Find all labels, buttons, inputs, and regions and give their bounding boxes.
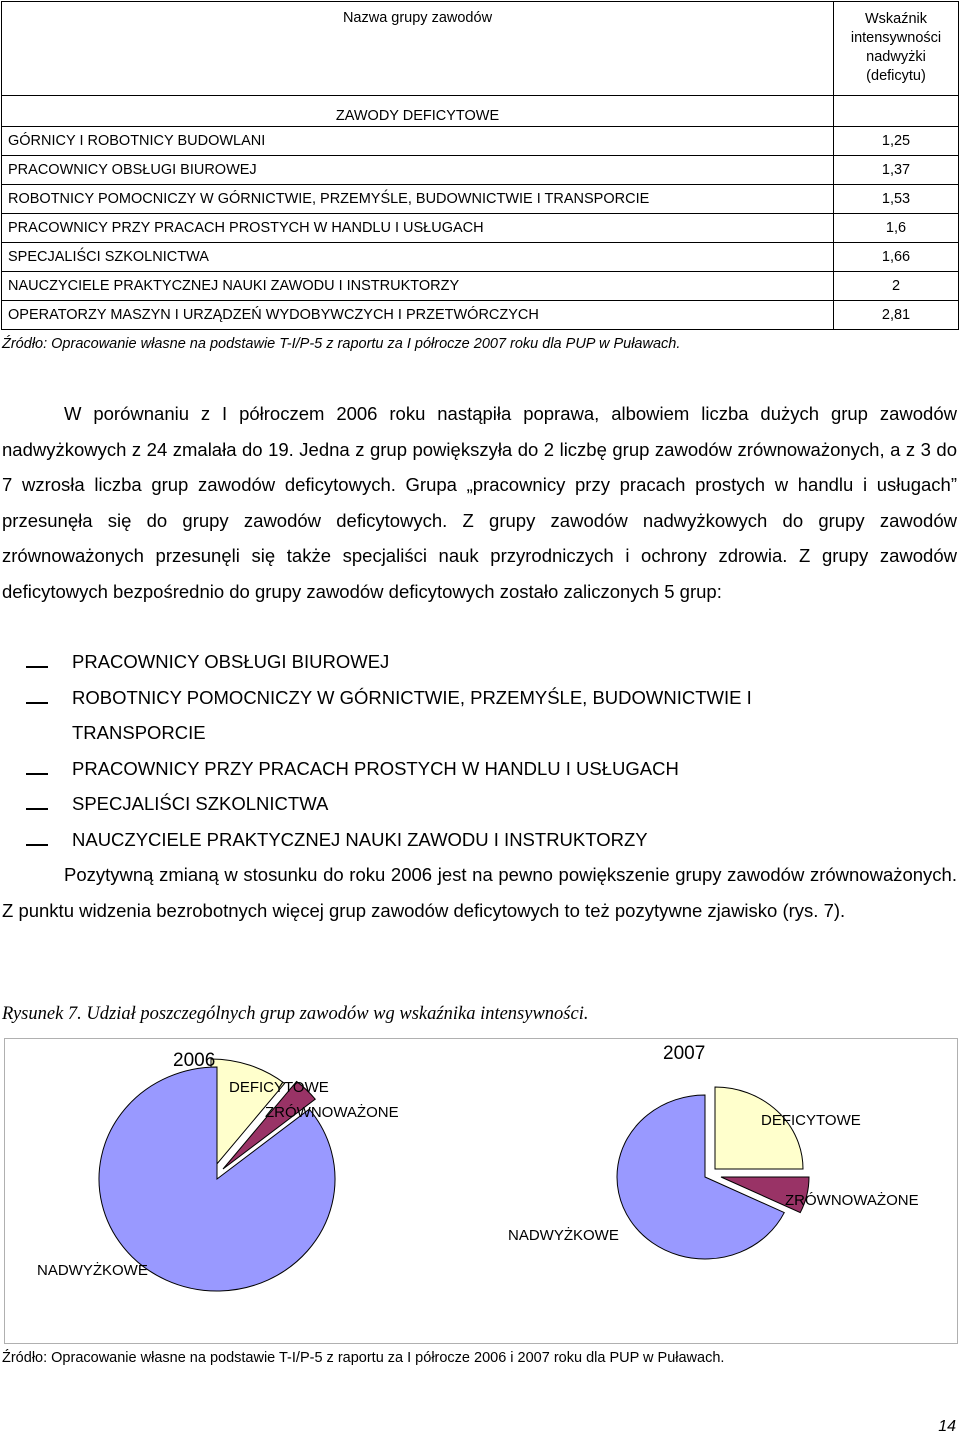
row-group-name: PRACOWNICY OBSŁUGI BIUROWEJ bbox=[2, 156, 834, 185]
header-group-name: Nazwa grupy zawodów bbox=[2, 2, 834, 96]
dash-bullet-icon bbox=[26, 666, 48, 668]
table-row bbox=[2, 156, 959, 185]
row-group-name: ROBOTNICY POMOCNICZY W GÓRNICTWIE, PRZEMYŚLE, BUDOWNICTWIE I TRANSPORCIE bbox=[2, 185, 834, 214]
row-index-value: 1,25 bbox=[834, 127, 959, 156]
table-row bbox=[2, 243, 959, 272]
pie-label-nadwyzkowe-2006: NADWYŻKOWE bbox=[37, 1262, 148, 1279]
row-index-value: 1,66 bbox=[834, 243, 959, 272]
table-source-note: Źródło: Opracowanie własne na podstawie T-I/P-5 z raportu za I półrocze 2007 roku dla PUP w Puławach. bbox=[2, 336, 681, 352]
pie-label-zrownowazone-2006: ZRÓWNOWAŻONE bbox=[265, 1104, 399, 1121]
table-row bbox=[2, 301, 959, 330]
pie-title-2006: 2006 bbox=[173, 1050, 216, 1071]
row-index-value: 2,81 bbox=[834, 301, 959, 330]
list-item bbox=[0, 751, 955, 787]
table-header-row bbox=[2, 2, 959, 96]
pie-label-deficytowe-2006: DEFICYTOWE bbox=[229, 1079, 329, 1096]
dash-bullet-icon bbox=[26, 773, 48, 775]
list-item bbox=[0, 822, 955, 858]
dash-bullet-icon bbox=[26, 702, 48, 704]
table-row bbox=[2, 185, 959, 214]
dash-bullet-icon bbox=[26, 844, 48, 846]
figure-caption: Rysunek 7. Udział poszczególnych grup zawodów wg wskaźnika intensywności. bbox=[2, 1004, 589, 1024]
paragraph-conclusion: Pozytywną zmianą w stosunku do roku 2006 jest na pewno powiększenie grupy zawodów zrównoważonych. Z punktu widzenia bezrobotnych więcej grup zawodów deficytowych to też pozytywne zjawisko (rys. 7). bbox=[2, 864, 957, 921]
deficit-groups-list bbox=[0, 644, 955, 857]
row-group-name: NAUCZYCIELE PRAKTYCZNEJ NAUKI ZAWODU I INSTRUKTORZY bbox=[2, 272, 834, 301]
figure-source-note: Źródło: Opracowanie własne na podstawie T-I/P-5 z raportu za I półrocze 2006 i 2007 roku dla PUP w Puławach. bbox=[2, 1350, 725, 1366]
list-item-text: PRACOWNICY PRZY PRACACH PROSTYCH W HANDLU I USŁUGACH bbox=[72, 757, 679, 779]
table-section-row bbox=[2, 96, 959, 127]
pie-label-nadwyzkowe-2007: NADWYŻKOWE bbox=[508, 1227, 619, 1244]
row-index-value: 1,37 bbox=[834, 156, 959, 185]
list-item bbox=[0, 680, 955, 751]
occupations-table bbox=[1, 1, 959, 330]
table-row bbox=[2, 214, 959, 243]
row-group-name: SPECJALIŚCI SZKOLNICTWA bbox=[2, 243, 834, 272]
list-item-text: PRACOWNICY OBSŁUGI BIUROWEJ bbox=[72, 651, 390, 672]
list-item-text: ROBOTNICY POMOCNICZY W GÓRNICTWIE, PRZEMYŚLE, BUDOWNICTWIE I TRANSPORCIE bbox=[72, 686, 752, 743]
row-index-value: 1,6 bbox=[834, 214, 959, 243]
pie-title-2007: 2007 bbox=[663, 1043, 706, 1064]
list-item-text: SPECJALIŚCI SZKOLNICTWA bbox=[72, 793, 329, 814]
list-item-text: NAUCZYCIELE PRAKTYCZNEJ NAUKI ZAWODU I INSTRUKTORZY bbox=[72, 828, 648, 850]
list-item bbox=[0, 644, 955, 680]
row-index-value: 1,53 bbox=[834, 185, 959, 214]
header-index bbox=[834, 2, 959, 96]
table-row bbox=[2, 127, 959, 156]
pie-charts-figure bbox=[4, 1038, 958, 1344]
paragraph-comparison: W porównaniu z I półroczem 2006 roku nastąpiła poprawa, albowiem liczba dużych grup zawodów nadwyżkowych z 24 zmalała do 19. Jedna z grup powiększyła do 2 liczbę grup zawodów zrównoważonych, a z 3 do 7 wzrosła liczba grup zawodów deficytowych. Grupa „pracownicy przy pracach prostych w handlu i usługach” przesunęła się do grupy zawodów deficytowych. Z grupy zawodów nadwyżkowych do grupy zawodów zrównoważonych przesunęli się także specjaliści nauk przyrodniczych i ochrony zdrowia. Z grupy zawodów deficytowych bezpośrednio do grupy zawodów deficytowych zostało zaliczonych 5 grup: bbox=[2, 403, 957, 602]
section-title: ZAWODY DEFICYTOWE bbox=[2, 96, 834, 127]
section-empty-cell bbox=[834, 96, 959, 127]
page-number: 14 bbox=[938, 1418, 956, 1435]
pie-label-deficytowe-2007: DEFICYTOWE bbox=[761, 1112, 861, 1129]
header-index-line: nadwyżki bbox=[866, 49, 926, 65]
header-index-line: (deficytu) bbox=[866, 68, 926, 84]
dash-bullet-icon bbox=[26, 808, 48, 810]
row-group-name: OPERATORZY MASZYN I URZĄDZEŃ WYDOBYWCZYCH I PRZETWÓRCZYCH bbox=[2, 301, 834, 330]
row-group-name: PRACOWNICY PRZY PRACACH PROSTYCH W HANDLU I USŁUGACH bbox=[2, 214, 834, 243]
pie-charts-svg bbox=[5, 1039, 957, 1343]
row-index-value: 2 bbox=[834, 272, 959, 301]
list-item bbox=[0, 786, 955, 822]
header-index-line: intensywności bbox=[850, 30, 942, 46]
row-group-name: GÓRNICY I ROBOTNICY BUDOWLANI bbox=[2, 127, 834, 156]
header-index-line: Wskaźnik bbox=[864, 11, 928, 27]
pie-label-zrownowazone-2007: ZRÓWNOWAŻONE bbox=[785, 1192, 919, 1209]
table-row bbox=[2, 272, 959, 301]
